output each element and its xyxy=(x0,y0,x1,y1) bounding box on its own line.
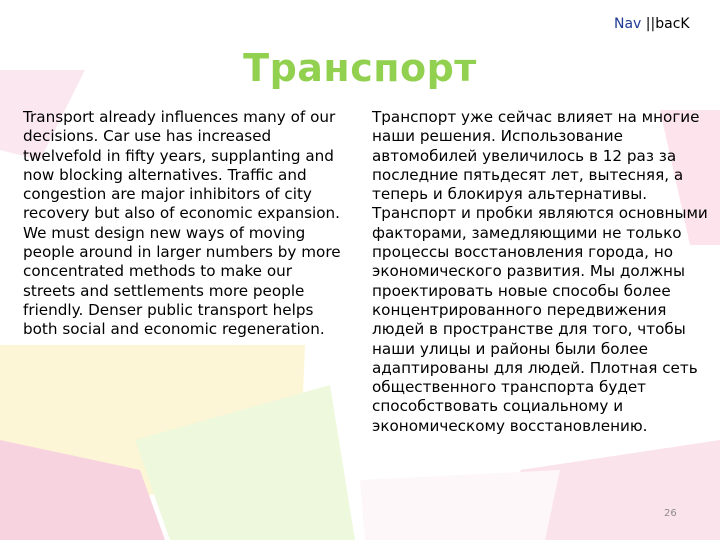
nav-separator: || xyxy=(641,16,656,32)
page-number: 26 xyxy=(664,508,677,519)
back-link[interactable]: bacK xyxy=(655,16,690,32)
english-text: Transport already influences many of our decisions. Car use has increased twelvefold in fifty years, supplanting and now blocking alternatives. Traffic and congestion are major inhibitors of city recovery but also of economic expansion. We must design new ways of moving people around in larger numbers by more concentrated methods to make our streets and settlements more people friendly. Denser public transport helps both social and economic regeneration. xyxy=(23,108,341,339)
nav-link[interactable]: Nav xyxy=(614,16,642,32)
russian-text: Транспорт уже сейчас влияет на многие наши решения. Использование автомобилей увеличилось в 12 раз за последние пятьдесят лет, вытесняя, а теперь и блокируя альтернативы. Транспорт и пробки являются основными факторами, замедляющими не только процессы восстановления города, но экономического развития. Мы должны проектировать новые способы более концентрированного передвижения людей в пространстве для того, чтобы наши улицы и районы были более адаптированы для людей. Плотная сеть общественного транспорта будет способствовать социальному и экономическому восстановлению. xyxy=(372,108,708,435)
slide-title: Транспорт xyxy=(243,46,477,90)
bg-shape-right-bottom-light xyxy=(360,470,560,540)
nav-bar xyxy=(614,16,690,32)
